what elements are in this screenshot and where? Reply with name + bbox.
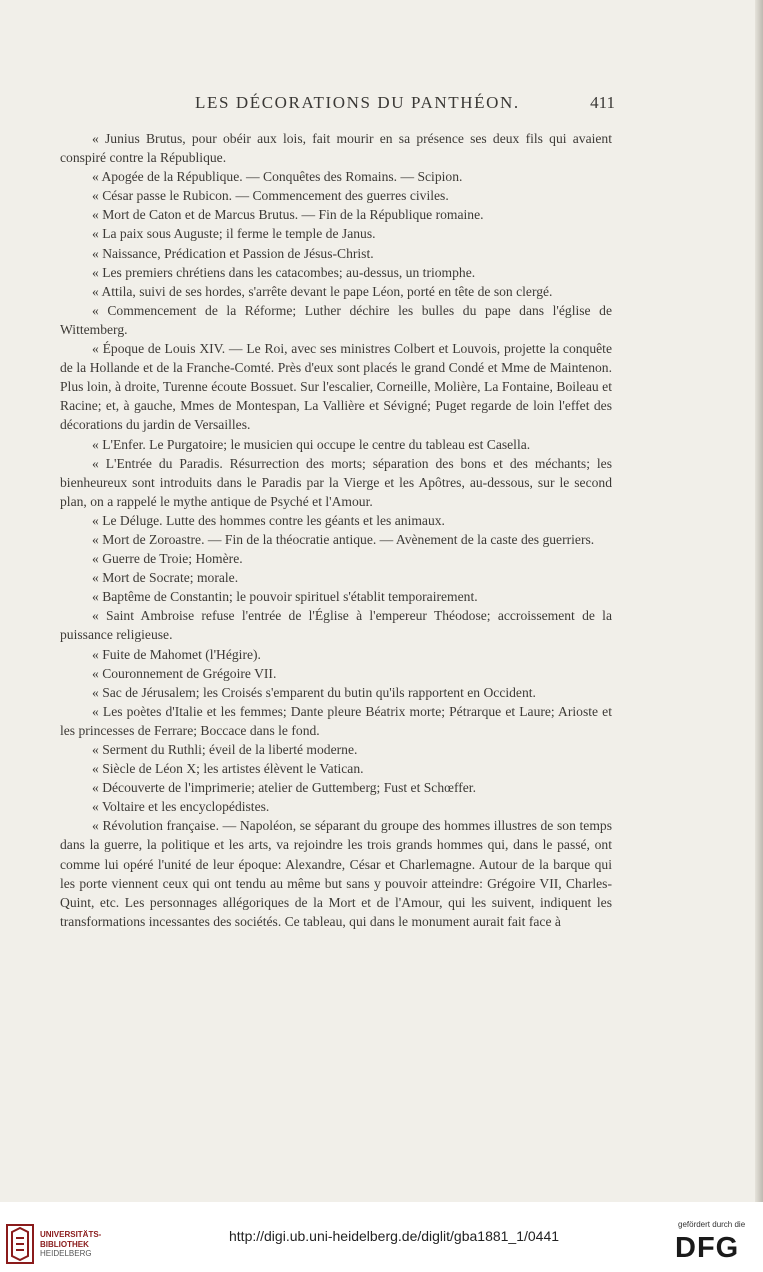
page-edge-shadow <box>755 0 763 1202</box>
paragraph: « Fuite de Mahomet (l'Hégire). <box>92 646 261 662</box>
library-city: HEIDELBERG <box>40 1249 92 1258</box>
paragraph: « Commencement de la Réforme; Luther déchire les bulles du pape dans l'église de Wittemberg. <box>60 302 612 337</box>
paragraph: « Guerre de Troie; Homère. <box>92 551 243 567</box>
paragraph: « L'Entrée du Paradis. Résurrection des morts; séparation des bons et des méchants; les bienheureux sont introduits dans le Paradis par la Vierge et les Apôtres, au-dessous, sur le second plan, on a rappelé le mythe antique de Psyché et l'Amour. <box>60 455 612 509</box>
paragraph: « Les premiers chrétiens dans les catacombes; au-dessus, un triomphe. <box>92 264 476 280</box>
paragraph: « Apogée de la République. — Conquêtes des Romains. — Scipion. <box>92 169 463 185</box>
paragraph: « Couronnement de Grégoire VII. <box>92 665 277 681</box>
paragraph: « Mort de Zoroastre. — Fin de la théocratie antique. — Avènement de la caste des guerriers. <box>92 531 595 547</box>
running-head <box>60 93 615 115</box>
library-name <box>40 1230 101 1259</box>
paragraph: « Serment du Ruthli; éveil de la liberté moderne. <box>92 742 358 757</box>
library-name-line1: UNIVERSITÄTS- <box>40 1230 102 1239</box>
paragraph: « César passe le Rubicon. — Commencement des guerres civiles. <box>92 188 449 204</box>
paragraph: « Mort de Socrate; morale. <box>92 570 239 586</box>
paragraph: « Découverte de l'imprimerie; atelier de Guttemberg; Fust et Schœffer. <box>92 780 476 796</box>
paragraph: « La paix sous Auguste; il ferme le temple de Janus. <box>92 226 376 242</box>
paragraph: « Junius Brutus, pour obéir aux lois, fait mourir en sa présence ses deux fils qui avaient conspiré contre la République. <box>60 131 612 166</box>
paragraph: « Voltaire et les encyclopédistes. <box>92 799 270 815</box>
paragraph: « Mort de Caton et de Marcus Brutus. — Fin de la République romaine. <box>92 207 484 223</box>
paragraph: « Siècle de Léon X; les artistes élèvent le Vatican. <box>92 761 364 777</box>
paragraph: « Naissance, Prédication et Passion de Jésus-Christ. <box>92 245 374 261</box>
library-name-line2: BIBLIOTHEK <box>40 1239 89 1249</box>
university-library-logo-icon <box>6 1224 34 1264</box>
paragraph: « Le Déluge. Lutte des hommes contre les géants et les animaux. <box>92 512 445 528</box>
paragraph: « Saint Ambroise refuse l'entrée de l'Église à l'empereur Théodose; accroissement de la puissance religieuse. <box>60 608 612 643</box>
page-number: 411 <box>590 93 615 112</box>
paragraph: « Baptême de Constantin; le pouvoir spirituel s'établit temporairement. <box>92 589 478 605</box>
paragraph: « Attila, suivi de ses hordes, s'arrête devant le pape Léon, porté en tête de son clergé. <box>92 283 553 299</box>
paragraph: « Révolution française. — Napoléon, se séparant du groupe des hommes illustres de son temps dans la guerre, la politique et les arts, va rejoindre les trois grands hommes qui, dans le passé, ont comme lui opéré l'unité de leur époque: Alexandre, César et Charlemagne. Autour de la barque qui les porte viennent ceux qui ont tendu au même but sans y pouvoir atteindre: Grégoire VII, Charles-Quint, etc. Les personnages allégoriques de la Mort et de l'Amour, qui les suivent, indiquent les transformations incessantes des sociétés. Ce tableau, qui dans le monument aurait fait face à <box>60 818 612 929</box>
running-title: LES DÉCORATIONS DU PANTHÉON. <box>195 93 520 112</box>
body-text <box>60 129 612 931</box>
footer-bar <box>0 1202 763 1272</box>
paragraph: « Époque de Louis XIV. — Le Roi, avec ses ministres Colbert et Louvois, projette la conquête de la Hollande et de la Franche-Comté. Près d'eux sont placés le grand Condé et Mme de Maintenon. Plus loin, à droite, Turenne écoute Bossuet. Sur l'escalier, Corneille, Molière, La Fontaine, Boileau et Racine; et, à gauche, Mmes de Montespan, La Vallière et Sévigné; Puget regarde de loin l'effet des décorations du jardin de Versailles. <box>60 341 612 433</box>
paragraph: « Les poètes d'Italie et les femmes; Dante pleure Béatrix morte; Pétrarque et Laure; Arioste et les princesses de Ferrare; Boccace dans le fond. <box>60 703 612 738</box>
permalink-url[interactable]: http://digi.ub.uni-heidelberg.de/diglit/gba1881_1/0441 <box>229 1228 560 1244</box>
paragraph: « L'Enfer. Le Purgatoire; le musicien qui occupe le centre du tableau est Casella. <box>92 436 531 452</box>
sponsor-label: gefördert durch die <box>678 1220 746 1229</box>
dfg-logo: DFG <box>675 1232 740 1264</box>
paragraph: « Sac de Jérusalem; les Croisés s'emparent du butin qu'ils rapportent en Occident. <box>92 684 536 700</box>
